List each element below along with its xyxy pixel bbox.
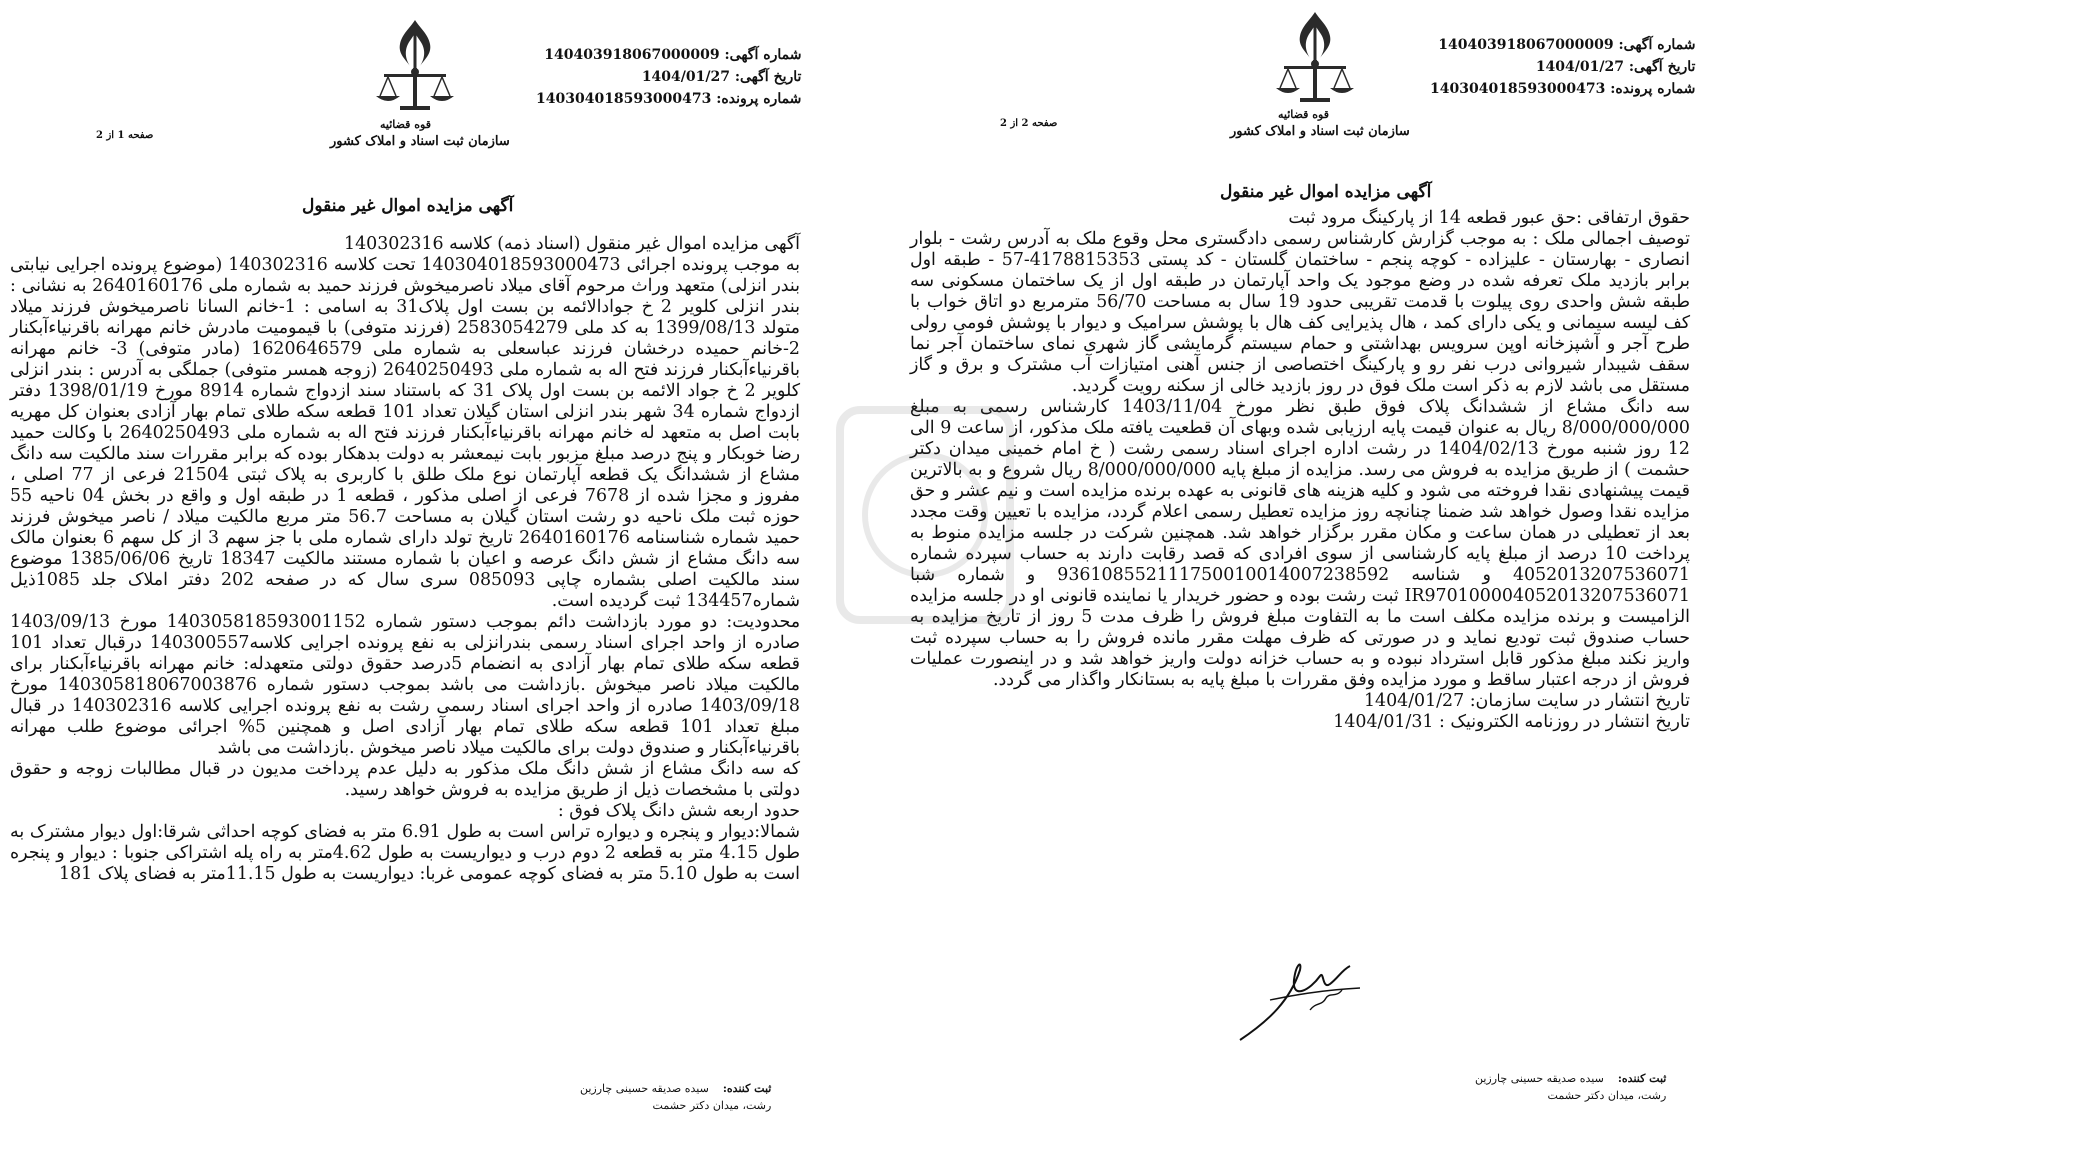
- signature-image: [1230, 940, 1380, 1054]
- paragraph: توصیف اجمالی ملک : به موجب گزارش کارشناس رسمی دادگستری محل وقوع ملک به آدرس رشت - بلوار انصاری - بهارستان - علیزاده - کوچه پنجم - ساختمان گلستان - کد پستی 4178815353-57 - طبقه اول برابر بازدید ملک تعرفه شده در وضع موجود یک واحد آپارتمان در طبقه اول از یک ساختمان مسکونی سه طبقه شش واحدی روی پیلوت با قدمت تقریبی حدود 19 سال به مساحت 56/70 مترمربع دو اتاق خواب با کف لیسه سیمانی و یکی دارای کمد ، هال پذیرایی کف هال با پوشش سرامیک و دیوار با پوشش فومی رولی طرح آجر و آشپزخانه اوپن سرویس بهداشتی و حمام سیستم گرمایشی گاز شهری نمای ساختمان آجر نما سقف شیبدار شیروانی درب نفر رو و پارکینگ اختصاصی از جنس آهنی امتیازات آب مشترک و برق و گاز مستقل می باشد لازم به ذکر است ملک فوق در روز بازدید خالی از سکنه رویت گردید.: [910, 229, 1690, 396]
- paragraph: که سه دانگ مشاع از شش دانگ ملک مذکور به دلیل عدم پرداخت مدیون در قبال مطالبات زوجه و حقوق دولتی با مشخصات ذیل از طریق مزایده به فروش خواهد رسید.: [10, 759, 800, 800]
- signer-row: [580, 1080, 771, 1097]
- ad-meta: [1430, 34, 1695, 100]
- page-2: [900, 0, 2074, 1151]
- org-name: سازمان ثبت اسناد و املاک کشور: [330, 134, 510, 149]
- judiciary-emblem-icon: [360, 14, 470, 124]
- ad-date-row: [536, 66, 801, 88]
- ad-number-label: شماره آگهی:: [724, 47, 802, 63]
- case-number-label: شماره پرونده:: [716, 91, 802, 107]
- signer-name: سیده صدیقه حسینی چارزین: [1475, 1072, 1604, 1085]
- signer-block: [580, 1080, 771, 1114]
- ad-number: 140403918067000009: [544, 47, 720, 63]
- ad-body: [10, 234, 800, 885]
- signer-block: [1475, 1070, 1666, 1104]
- case-number-row: [536, 88, 801, 110]
- judiciary-label: قوه قضائیه: [1278, 108, 1329, 121]
- paragraph: به موجب پرونده اجرائی 140304018593000473 تحت کلاسه 140302316 (موضوع پرونده اجرایی نیابتی بندر انزلی) متعهد وراث مرحوم آقای میلاد ناصرمیخوش فرزند حمید به شماره ملی 2640160176 به نشانی : بندر انزلی کلویر 2 خ جوادالائمه بن بست اول پلاک31 به اسامی : 1-خانم السانا ناصرمیخوش فرزند میلاد متولد 1399/08/13 به کد ملی 2583054279 (فرزند متوفی) با قیمومیت مادرش خانم مهرانه باقرنیاءآبکنار 2-خانم حمیده درخشان فرزند عباسعلی به شماره ملی 1620646579 (مادر متوفی) 3- خانم مهرانه باقرنیاءآبکنار فرزند فتح اله به شماره ملی 2640250493 (زوجه همسر متوفی) جملگی به آدرس : بندر انزلی کلویر 2 خ جواد الائمه بن بست اول پلاک 31 که باستناد سند ازدواج شماره 8914 مورخ 1398/01/19 دفتر ازدواج شماره 34 شهر بندر انزلی استان گیلان تعداد 101 قطعه سکه طلای تمام بهار آزادی بعنوان کل مهریه بابت اصل به متعهد له خانم مهرانه باقرنیاءآبکنار فرزند فتح اله به شماره ملی 2640250493 با وکالت حمید رضا خوبکار و پنج درصد مبلغ مزبور بابت نیمعشر به دولت بدهکار بوده که برابر مقررات سند مالکیت سه دانگ مشاع از ششدانگ یک قطعه آپارتمان نوع ملک طلق با کاربری به پلاک ثبتی 21504 فرعی از 77 اصلی ، مفروز و مجزا شده از 7678 فرعی از اصلی مذکور ، قطعه 1 در طبقه اول و واقع در بخش 04 ناحیه 55 حوزه ثبت ملک ناحیه دو رشت استان گیلان به مساحت 56.7 متر مربع مالکیت میلاد / ناصر میخوش فرزند حمید شماره شناسنامه 2640160176 تاریخ تولد دارای شماره ملی با جز سهم 3 از کل سهم 6 بعنوان مالک سه دانگ مشاع از شش دانگ عرصه و اعیان با شماره مستند مالکیت 18347 تاریخ 1385/06/06 موضوع سند مالکیت اصلی بشماره چاپی 085093 سری سال که در صفحه 202 دفتر املاک جلد 1085ذیل شماره134457 ثبت گردیده است.: [10, 255, 801, 611]
- signer-address: رشت، میدان دکتر حشمت: [652, 1099, 772, 1112]
- signer-row: [1475, 1070, 1666, 1087]
- paragraph: حقوق ارتفاقی :حق عبور قطعه 14 از پارکینگ مرود ثبت: [1288, 208, 1690, 228]
- ad-date-label: تاریخ آگهی:: [1628, 59, 1696, 75]
- paragraph: تاریخ انتشار در روزنامه الکترونیک : 1404/01/31: [1333, 712, 1690, 732]
- signer-address: رشت، میدان دکتر حشمت: [1547, 1089, 1667, 1102]
- paragraph: تاریخ انتشار در سایت سازمان: 1404/01/27: [1363, 691, 1690, 711]
- page-title: آگهی مزایده اموال غیر منقول: [302, 196, 514, 216]
- ad-date: 1404/01/27: [1535, 59, 1624, 75]
- page-1: [0, 0, 820, 1151]
- ad-number: 140403918067000009: [1438, 37, 1614, 53]
- page-count: صفحه 1 از 2: [96, 130, 154, 141]
- ad-date-row: [1430, 56, 1695, 78]
- case-number: 140304018593000473: [1430, 81, 1606, 97]
- paragraph: آگهی مزایده اموال غیر منقول (اسناد ذمه) کلاسه 140302316: [344, 234, 800, 254]
- ad-number-row: [536, 44, 801, 66]
- page-title: آگهی مزایده اموال غیر منقول: [1220, 182, 1432, 202]
- paragraph: سه دانگ مشاع از ششدانگ پلاک فوق طبق نظر مورخ 1403/11/04 کارشناس رسمی به مبلغ 8/000/000/000 ریال به عنوان قیمت پایه ارزیابی شده وبهای آن قطعیت یافته ملک مذکور، از ساعت 9 الی 12 روز شنبه مورخ 1404/02/13 در رشت اداره اجرای اسناد رسمی رشت ( خ امام خمینی میدان دکتر حشمت ) از طریق مزایده به فروش می رسد. مزایده از مبلغ پایه 8/000/000/000 ریال شروع و به بالاترین قیمت پیشنهادی نقدا فروخته می شود و کلیه هزینه های قانونی به عهده برنده مزایده است و نیم عشر و حق مزایده نقدا وصول خواهد شد ضمنا چنانچه روز مزایده تعطیل رسمی اعلام گردد، مزایده با تعیین وقت مجدد بعد از تعطیلی در همان ساعت و مکان مقرر برگزار خواهد شد. همچنین شرکت در جلسه مزایده منوط به پرداخت 10 درصد از مبلغ پایه کارشناسی از سوی افرادی که قصد رقابت دارند به حساب سپرده شماره 4052013207536071 و شناسه 936108552111750010014007238592 و شماره شبا IR970100004052013207536071 ثبت رشت بوده و حضور خریدار یا نماینده قانونی او در جلسه مزایده الزامیست و برنده مزایده مکلف است ما به التفاوت مبلغ فروش را ظرف مدت 5 روز از تاریخ مزایده به حساب صندوق ثبت تودیع نماید و در صورتی که ظرف مهلت مقرر مانده فروش را به حساب سپرده ثبت واریز نکند مبلغ مذکور قابل استرداد نبوده و به حساب خزانه دولت واریز خواهد شد و در اینصورت عملیات فروش از درجه اعتبار ساقط و مورد مزایده وفق مقررات با مبلغ پایه به بستانکار واگذار می گردد.: [910, 397, 1691, 690]
- paragraph: محدودیت: دو مورد بازداشت دائم بموجب دستور شماره 140305818593001152 مورخ 1403/09/13 صادره از واحد اجرای اسناد رسمی بندرانزلی به نفع پرونده اجرایی کلاسه140300557 درقبال تعداد 101 قطعه سکه طلای تمام بهار آزادی به انضمام 5درصد حقوق دولتی متعهدله: خانم مهرانه باقرنیاءآبکنار برای مالکیت میلاد ناصر میخوش .بازداشت می باشد بموجب دستور شماره 140305818067003876 مورخ 1403/09/18 صادره از واحد اجرای اسناد رسمی رشت به نفع پرونده اجرایی کلاسه 140302316 در قبال مبلغ تعداد 101 قطعه سکه طلای تمام بهار آزادی اصل و همچنین 5% اجرائی موضوع طلب مهرانه باقرنیاءآبکنار و صندوق دولت برای مالکیت میلاد ناصر میخوش .بازداشت می باشد: [10, 612, 801, 758]
- signer-label: ثبت کننده:: [1617, 1072, 1667, 1085]
- page-count: صفحه 2 از 2: [1000, 118, 1058, 129]
- signer-label: ثبت کننده:: [722, 1082, 772, 1095]
- ad-number-label: شماره آگهی:: [1618, 37, 1696, 53]
- case-number-label: شماره پرونده:: [1610, 81, 1696, 97]
- ad-number-row: [1430, 34, 1695, 56]
- org-name: سازمان ثبت اسناد و املاک کشور: [1230, 124, 1410, 139]
- signer-name: سیده صدیقه حسینی چارزین: [580, 1082, 709, 1095]
- case-number: 140304018593000473: [536, 91, 712, 107]
- paragraph: شمالا:دیوار و پنجره و دیواره تراس است به طول 6.91 متر به فضای کوچه احداثی شرقا:اول دیوار مشترک به طول 4.15 متر به قطعه 2 دوم درب و دیواریست به طول 4.62متر به راه پله اشتراکی جنوبا : دیوار و پنجره است به طول 5.10 متر به فضای کوچه عمومی غربا: دیواریست به طول 11.15متر به فضای پلاک 181: [10, 822, 801, 884]
- watermark-stamp-icon: [820, 400, 1030, 630]
- ad-meta: [536, 44, 801, 110]
- ad-date-label: تاریخ آگهی:: [734, 69, 802, 85]
- judiciary-emblem-icon: [1260, 6, 1370, 116]
- ad-date: 1404/01/27: [641, 69, 730, 85]
- judiciary-label: قوه قضائیه: [380, 118, 431, 131]
- paragraph: حدود اربعه شش دانگ پلاک فوق :: [557, 801, 800, 821]
- case-number-row: [1430, 78, 1695, 100]
